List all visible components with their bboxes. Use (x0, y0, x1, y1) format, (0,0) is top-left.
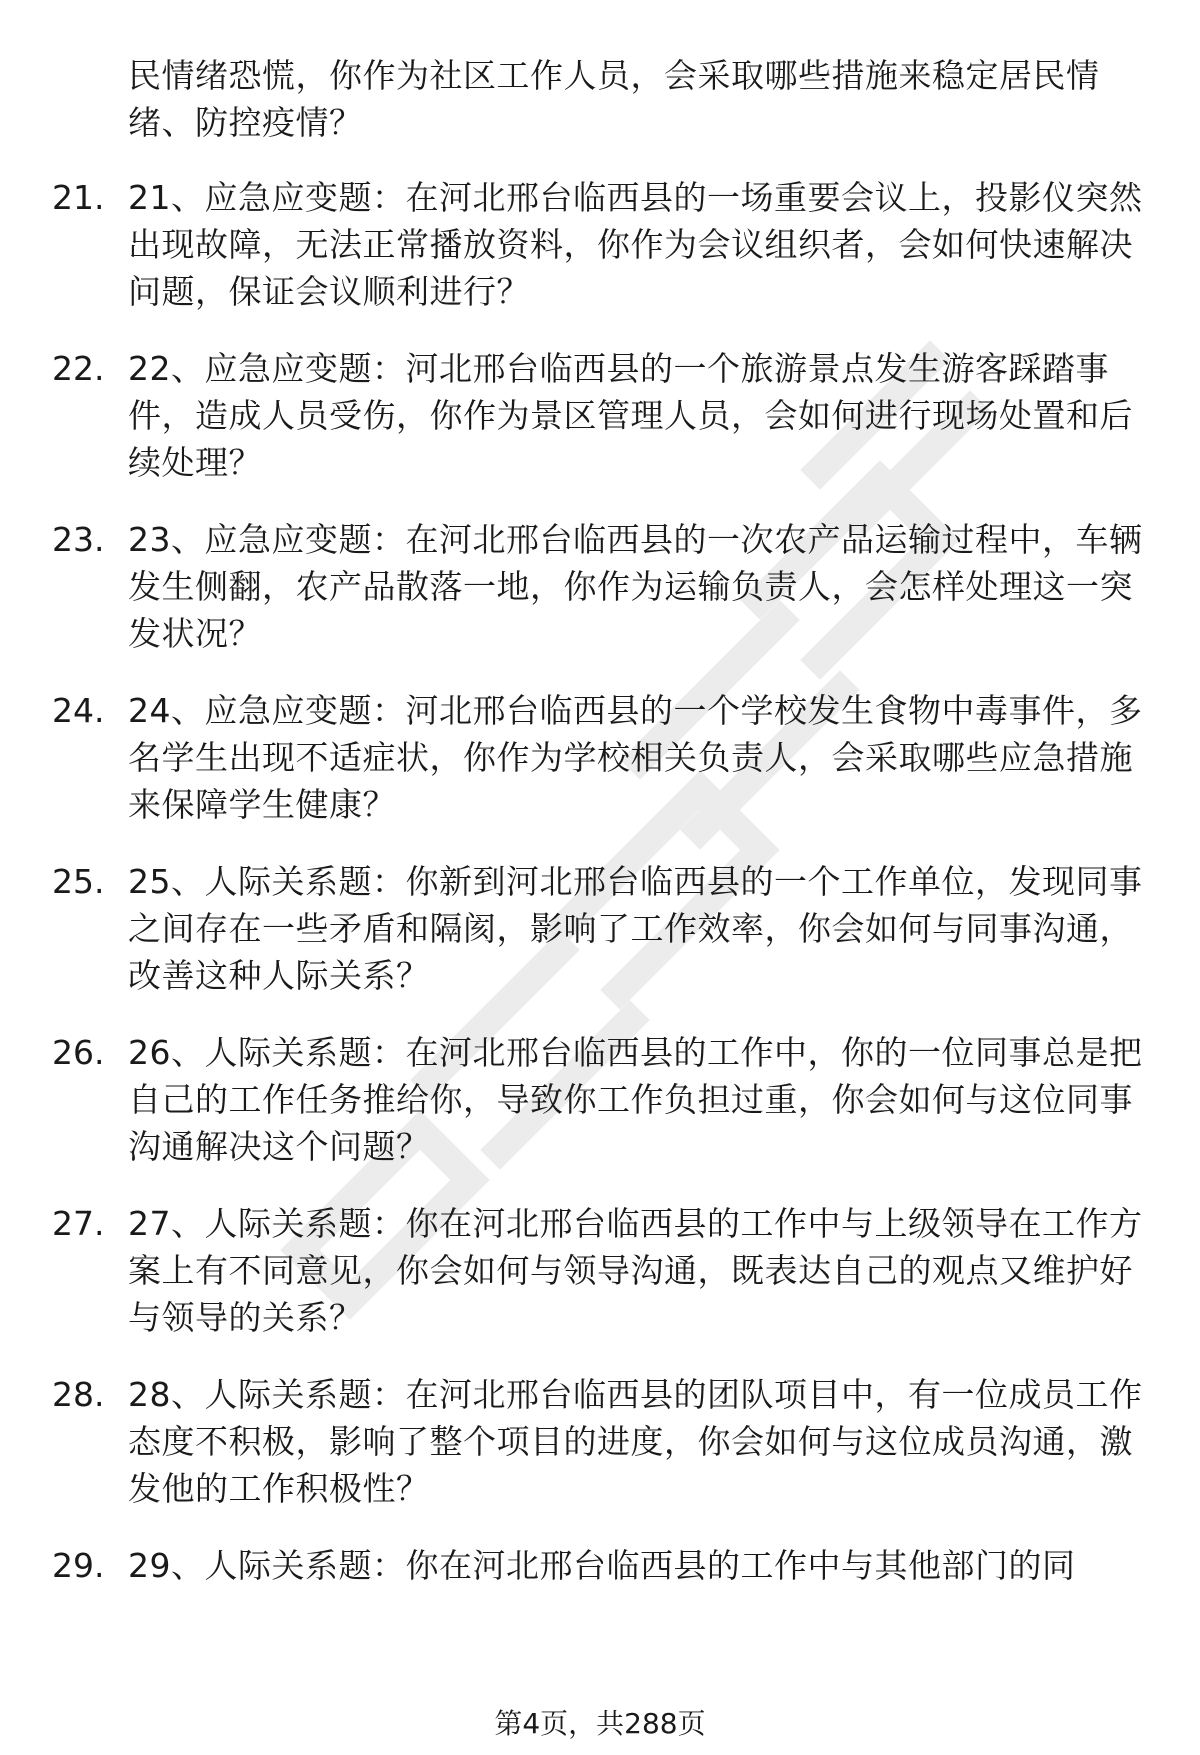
item-text: 23、应急应变题：在河北邢台临西县的一次农产品运输过程中，车辆发生侧翻，农产品散落一地，你作为运输负责人，会怎样处理这一突发状况？ (128, 520, 1143, 653)
item-number: 29. (52, 1546, 105, 1585)
item-number: 22. (52, 349, 105, 388)
item-number: 24. (52, 691, 105, 730)
item-text: 28、人际关系题：在河北邢台临西县的团队项目中，有一位成员工作态度不积极，影响了整个项目的进度，你会如何与这位成员沟通，激发他的工作积极性？ (128, 1375, 1143, 1508)
item-text: 29、人际关系题：你在河北邢台临西县的工作中与其他部门的同 (128, 1546, 1076, 1585)
item-number: 27. (52, 1204, 105, 1243)
page-footer: 第4页，共288页 (494, 1707, 706, 1740)
item-number: 21. (52, 178, 105, 217)
item-text: 22、应急应变题：河北邢台临西县的一个旅游景点发生游客踩踏事件，造成人员受伤，你作为景区管理人员，会如何进行现场处置和后续处理？ (128, 349, 1133, 482)
item-number: 28. (52, 1375, 105, 1414)
item-text: 24、应急应变题：河北邢台临西县的一个学校发生食物中毒事件，多名学生出现不适症状，你作为学校相关负责人，会采取哪些应急措施来保障学生健康？ (128, 691, 1143, 824)
continuation-text: 民情绪恐慌，你作为社区工作人员，会采取哪些措施来稳定居民情绪、防控疫情？ (128, 56, 1100, 142)
item-number: 25. (52, 862, 105, 901)
item-text: 26、人际关系题：在河北邢台临西县的工作中，你的一位同事总是把自己的工作任务推给你，导致你工作负担过重，你会如何与这位同事沟通解决这个问题？ (128, 1033, 1143, 1166)
item-number: 26. (52, 1033, 105, 1072)
item-text: 21、应急应变题：在河北邢台临西县的一场重要会议上，投影仪突然出现故障，无法正常播放资料，你作为会议组织者，会如何快速解决问题，保证会议顺利进行？ (128, 178, 1143, 311)
item-text: 27、人际关系题：你在河北邢台临西县的工作中与上级领导在工作方案上有不同意见，你会如何与领导沟通，既表达自己的观点又维护好与领导的关系？ (128, 1204, 1143, 1337)
item-number: 23. (52, 520, 105, 559)
item-text: 25、人际关系题：你新到河北邢台临西县的一个工作单位，发现同事之间存在一些矛盾和隔阂，影响了工作效率，你会如何与同事沟通，改善这种人际关系？ (128, 862, 1143, 995)
